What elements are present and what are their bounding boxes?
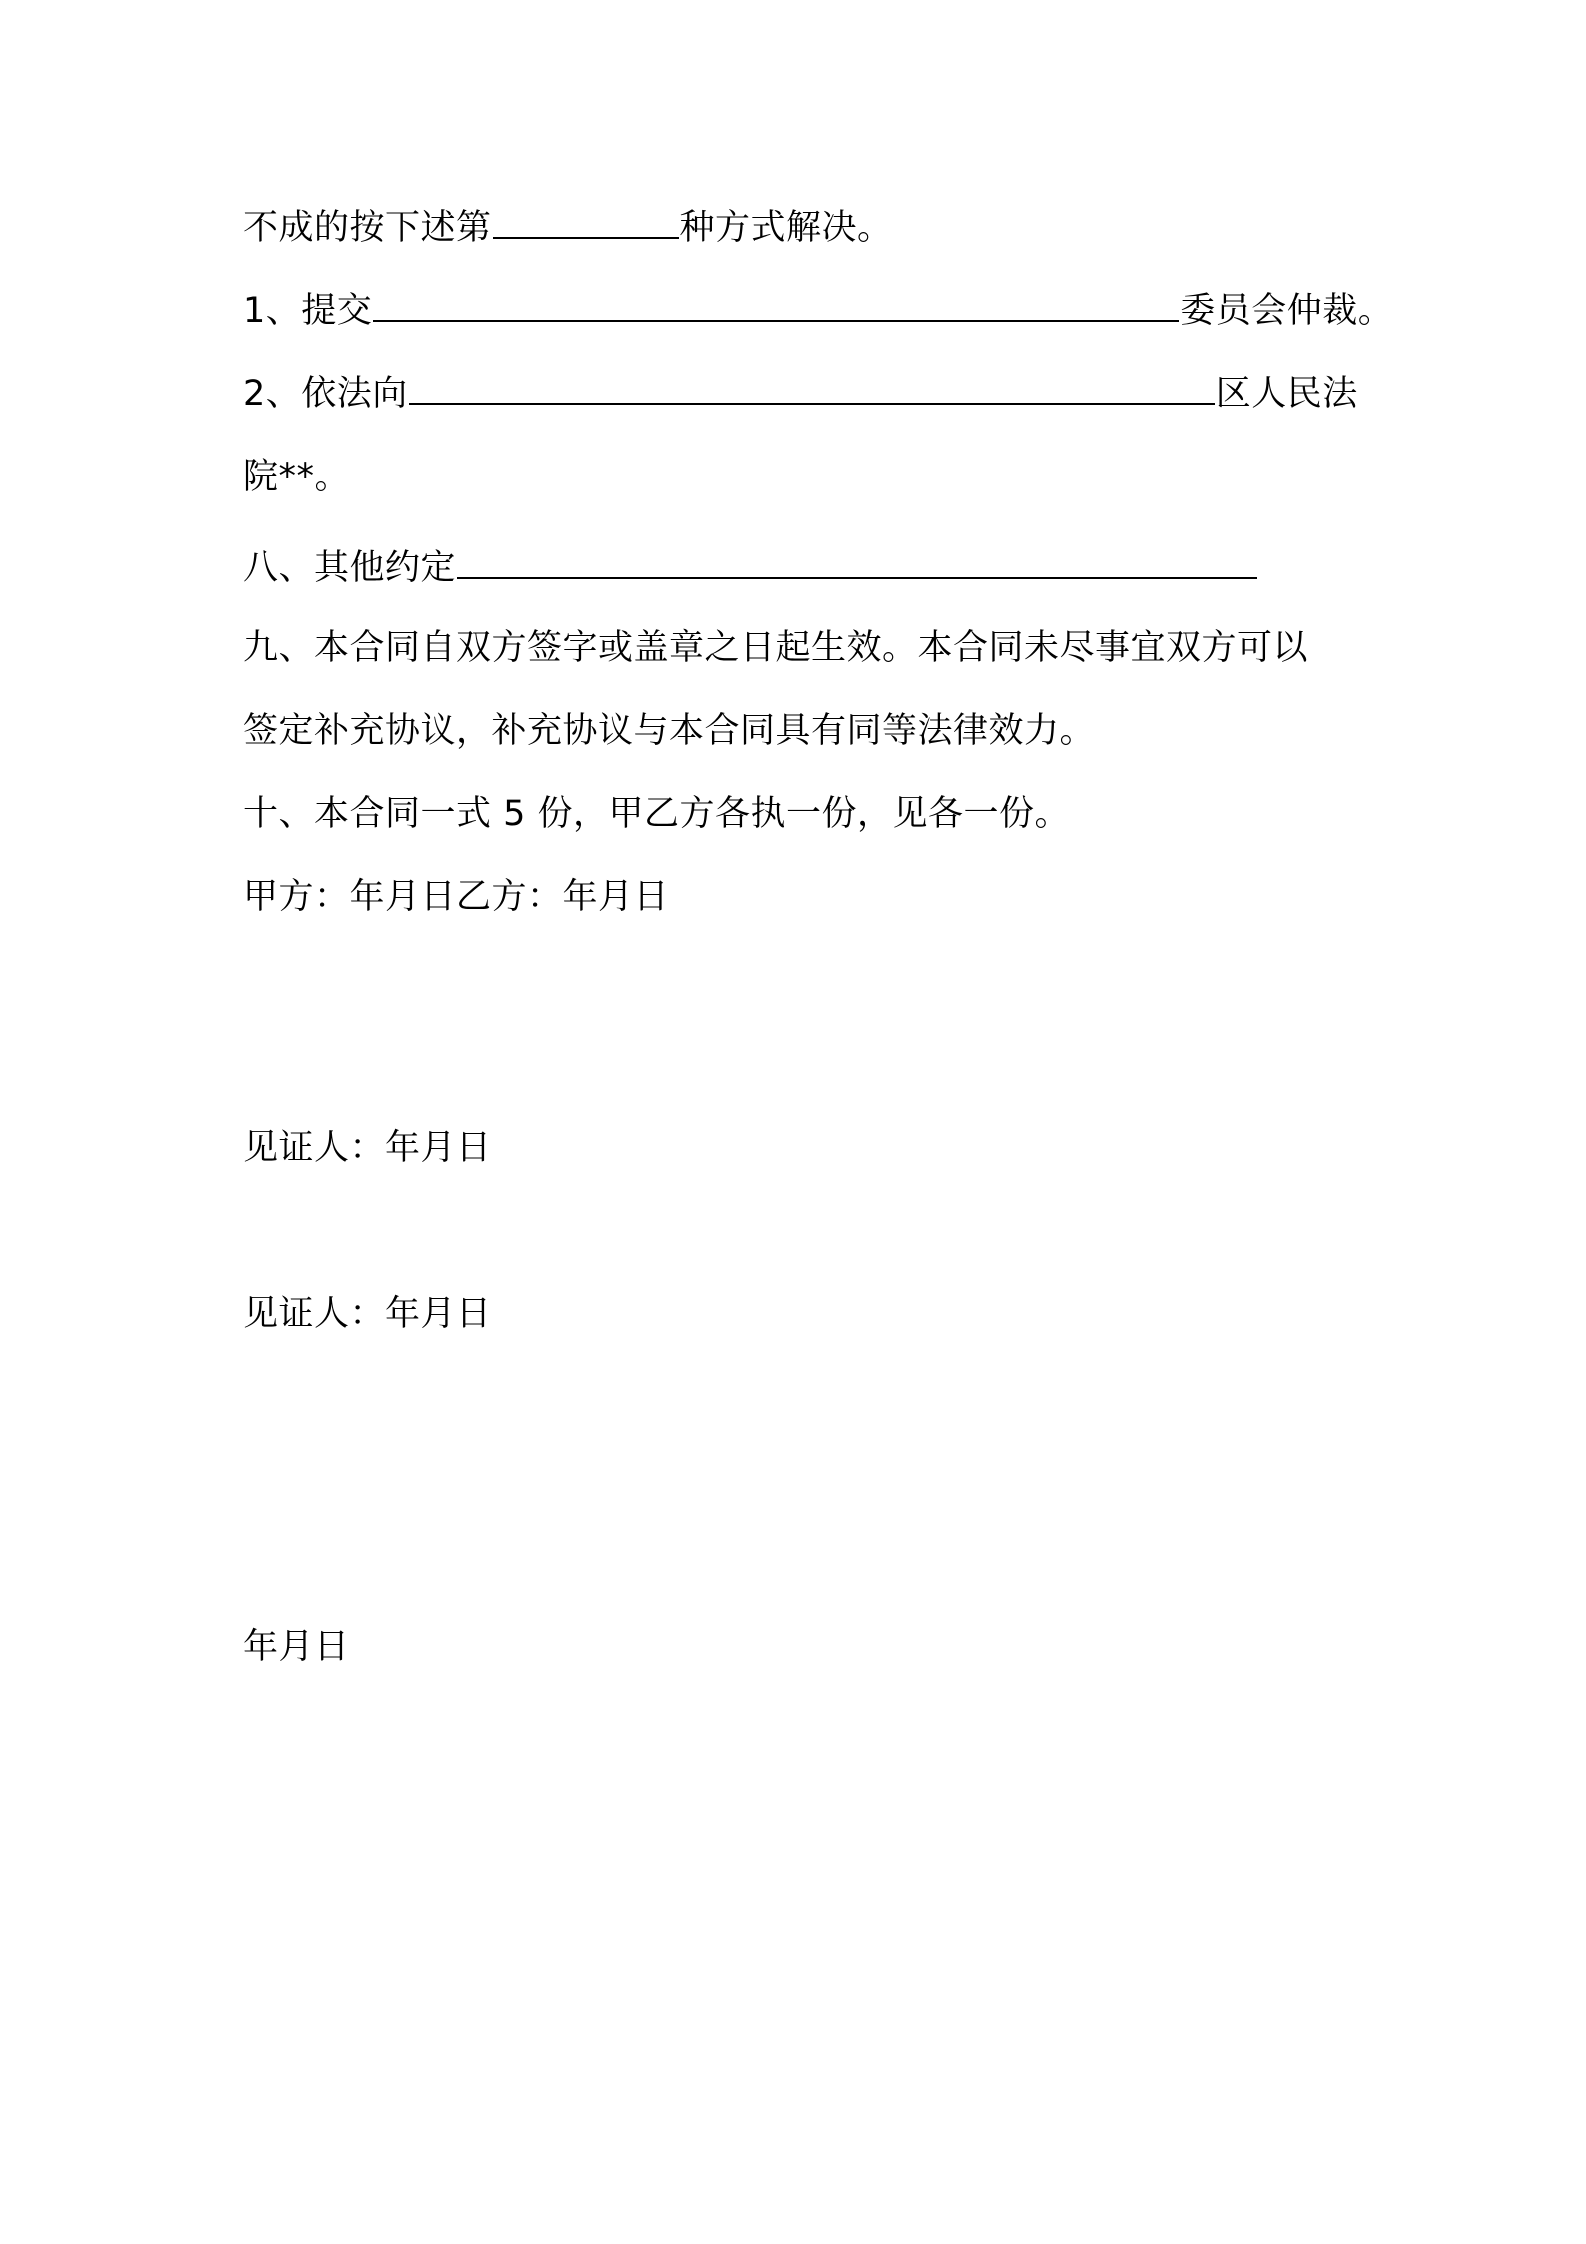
arbitration-line: [243, 287, 1393, 335]
court-suffix: 区人民法: [1215, 374, 1358, 414]
other-agreements-label: 八、其他约定: [243, 548, 457, 588]
witness-signature-line-1: 见证人：年月日: [243, 1128, 492, 1168]
party-signature-line: 甲方：年月日乙方：年月日: [243, 877, 670, 917]
court-district-blank: [409, 371, 1215, 405]
court-line: [243, 370, 1358, 418]
clause-nine-line-2: 签定补充协议，补充协议与本合同具有同等法律效力。: [243, 711, 1096, 751]
other-agreements-line: [243, 544, 1258, 592]
court-line-continued: 院**。: [243, 457, 351, 497]
court-prefix: 2、依法向: [243, 374, 408, 414]
dispute-resolution-suffix: 种方式解决。: [679, 208, 893, 248]
clause-ten-line: 十、本合同一式 5 份，甲乙方各执一份，见各一份。: [243, 794, 1071, 834]
arbitration-prefix: 1、提交: [243, 291, 373, 331]
dispute-resolution-prefix: 不成的按下述第: [243, 208, 492, 248]
arbitration-committee-blank: [373, 288, 1179, 322]
clause-nine-line-1: 九、本合同自双方签字或盖章之日起生效。本合同未尽事宜双方可以: [243, 628, 1309, 668]
dispute-resolution-line: [243, 204, 893, 252]
method-number-blank: [493, 205, 679, 239]
other-agreements-blank: [457, 545, 1257, 579]
final-date-line: 年月日: [243, 1627, 350, 1667]
arbitration-suffix: 委员会仲裁。: [1180, 291, 1394, 331]
witness-signature-line-2: 见证人：年月日: [243, 1294, 492, 1334]
